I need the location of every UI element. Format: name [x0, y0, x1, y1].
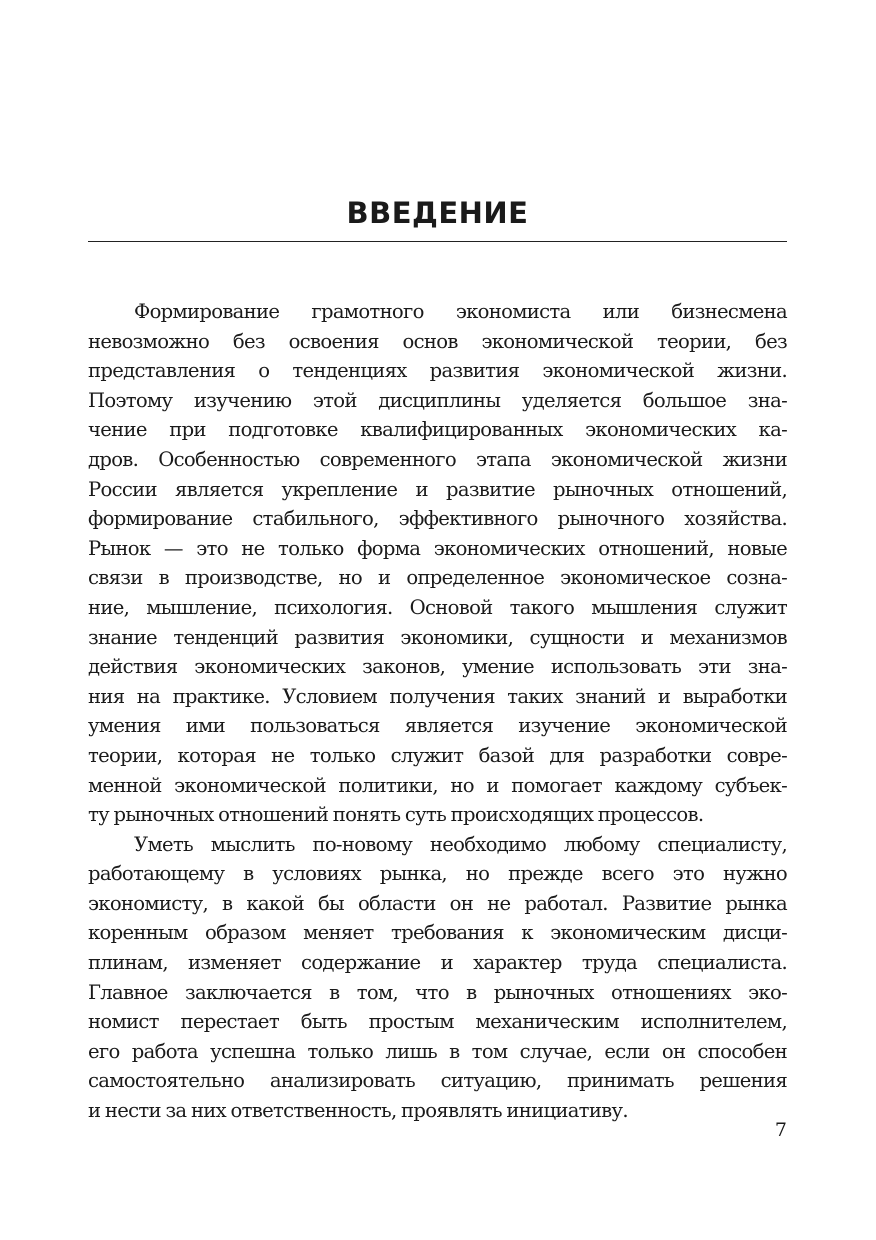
page-number: 7: [774, 1119, 787, 1141]
text-line: менной экономической политики, но и помогает каждому субъек-: [88, 773, 787, 797]
text-line: России является укрепление и развитие рыночных отношений,: [88, 477, 787, 501]
body-text: [88, 297, 787, 1126]
text-line: связи в производстве, но и определенное экономическое созна-: [88, 566, 787, 590]
text-line: ния на практике. Условием получения таких знаний и выработки: [88, 684, 787, 708]
text-line: Главное заключается в том, что в рыночных отношениях эко-: [88, 980, 787, 1004]
paragraph-2: [88, 830, 787, 1126]
text-line: теории, которая не только служит базой для разработки совре-: [88, 743, 787, 767]
text-line: дров. Особенностью современного этапа экономической жизни: [88, 447, 787, 471]
text-line: Уметь мыслить по-новому необходимо любому специалисту,: [134, 832, 787, 856]
text-line: коренным образом меняет требования к экономическим дисци-: [88, 921, 787, 945]
text-line: ту рыночных отношений понять суть происходящих процессов.: [88, 803, 704, 827]
text-line: знание тенденций развития экономики, сущности и механизмов: [88, 625, 787, 649]
text-line: действия экономических законов, умение использовать эти зна-: [88, 655, 787, 679]
text-line: экономисту, в какой бы области он не работал. Развитие рынка: [88, 891, 787, 915]
text-line: представления о тенденциях развития экономической жизни.: [88, 359, 787, 383]
text-line: его работа успешна только лишь в том случае, если он способен: [88, 1039, 787, 1063]
chapter-title: ВВЕДЕНИЕ: [346, 196, 529, 230]
text-line: самостоятельно анализировать ситуацию, принимать решения: [88, 1069, 787, 1093]
text-line: работающему в условиях рынка, но прежде всего это нужно: [88, 862, 787, 886]
text-line: номист перестает быть простым механическим исполнителем,: [88, 1010, 787, 1034]
title-divider: [88, 241, 787, 242]
text-line: Поэтому изучению этой дисциплины уделяется большое зна-: [88, 388, 787, 412]
text-line: невозможно без освоения основ экономической теории, без: [88, 329, 787, 353]
text-line: чение при подготовке квалифицированных экономических ка-: [88, 418, 787, 442]
text-line: умения ими пользоваться является изучение экономической: [88, 714, 787, 738]
text-line: Рынок — это не только форма экономических отношений, новые: [88, 536, 787, 560]
text-line: формирование стабильного, эффективного рыночного хозяйства.: [88, 507, 787, 531]
text-line: плинам, изменяет содержание и характер труда специалиста.: [88, 951, 787, 975]
text-line: и нести за них ответственность, проявлять инициативу.: [88, 1099, 628, 1123]
text-line: ние, мышление, психология. Основой такого мышления служит: [88, 595, 787, 619]
text-line: Формирование грамотного экономиста или бизнесмена: [134, 300, 787, 323]
paragraph-1: [88, 297, 787, 830]
